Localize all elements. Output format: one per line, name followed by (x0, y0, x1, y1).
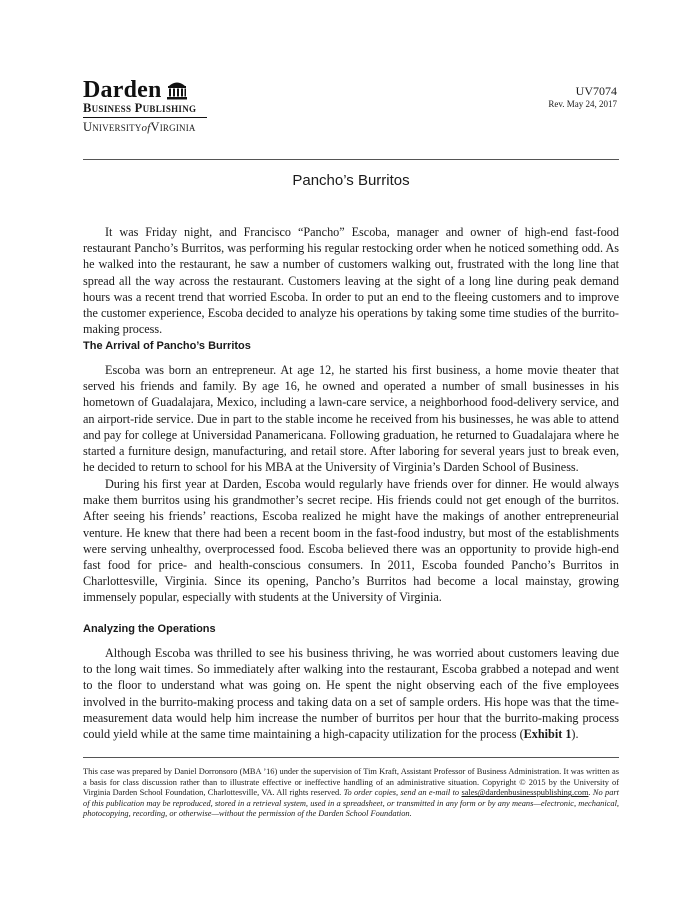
arrival-paragraph-1: Escoba was born an entrepreneur. At age 12, he started his first business, a home movie theater that served his friends and family. By age 16, he owned and operated a number of small businesses in his hometown of Guadalajara, Mexico, including a lawn-care service, a neighborhood food-delivery service, and an airport-ride service. Due in part to the stable income he received from his businesses, he was able to attend and pay for college at Universidad Panamericana. Following graduation, he returned to Guadalajara where he started a furniture design, manufacturing, and retail store. After laboring for several years just to break even, he decided to return to school for his MBA at the University of Virginia’s Darden School of Business. (83, 363, 619, 475)
darden-logo (83, 78, 218, 136)
header-divider (83, 159, 619, 160)
logo-university-of: of (141, 122, 151, 134)
arrival-paragraph-2: During his first year at Darden, Escoba would regularly have friends over for dinner. He would always make them burritos using his grandmother’s secret recipe. His friends could not get enough of the burritos. After seeing his friends’ reactions, Escoba realized he might have the makings of another entrepreneurial venture. He knew that there had been a recent boom in the fast-food industry, but most of the establishments were serving unhealthy, overprocessed food. Escoba believed there was an opportunity to provide high-end fast food for price- and health-conscious consumers. In 2011, Escoba founded Pancho’s Burritos in Charlottesville, Virginia. Since its opening, Pancho’s Burritos had become a local mainstay, growing immensely popular, especially with students at the University of Virginia. (83, 477, 619, 605)
sales-email-link[interactable]: sales@dardenbusinesspublishing.com (461, 788, 589, 798)
footnote-divider (83, 757, 619, 758)
intro-paragraph: It was Friday night, and Francisco “Pancho” Escoba, manager and owner of high-end fast-food restaurant Pancho’s Burritos, was performing his regular restocking order when he noticed something odd. As he walked into the restaurant, he saw a number of customers walking out, frustrated with the long line that spread all the way across the restaurant. Customers leaving at the sight of a long line during peak demand hours was a recent trend that worried Escoba. In order to put an end to the fleeing customers and to improve the customer experience, Escoba decided to analyze his operations by taking some time studies of the burrito-making process. (83, 225, 619, 337)
operations-text: Although Escoba was thrilled to see his business thriving, he was worried about customers leaving due to the long wait times. So immediately after walking into the restaurant, Escoba grabbed a notepad and went to the floor to understand what was going on. He spent the night observing each of the five employees involved in the burrito-making process and taking data on a set of sample orders. His hope was that the time-measurement data would help him increase the number of burritos per hour that the burrito-making process could yield while at the same time maintaining a high-capacity utilization for the process ( (83, 646, 619, 742)
revision-date: Rev. May 24, 2017 (548, 99, 617, 109)
operations-text-end: ). (571, 727, 579, 742)
logo-university (83, 119, 218, 136)
footnote-order-note: To order copies, send an e-mail to (343, 788, 460, 798)
section-heading-operations: Analyzing the Operations (83, 623, 216, 635)
case-number-block (548, 84, 617, 110)
logo-top-row (83, 77, 218, 103)
logo-university-virginia: Virginia (150, 120, 196, 134)
case-number: UV7074 (575, 84, 617, 98)
logo-business-publishing: Business Publishing (83, 101, 207, 118)
operations-paragraph (83, 645, 619, 742)
exhibit-reference: Exhibit 1 (523, 727, 572, 742)
section-heading-arrival: The Arrival of Pancho’s Burritos (83, 340, 251, 352)
document-title: Pancho’s Burritos (292, 172, 410, 189)
logo-university-word: University (83, 120, 142, 134)
rotunda-icon (165, 78, 189, 100)
logo-darden-text: Darden (83, 77, 162, 103)
footnote-main: This case was prepared by Daniel Dorronsoro (MBA ’16) under the supervision of Tim Kraft, Assistant Professor of Business Administration. It was written as a basis for class discussion rather than to illustrate effective or ineffective handling of an administrative situation. Copyright © 2015 by the University of Virginia Darden School Foundation, Charlottesville, VA. All rights reserved. (83, 767, 619, 798)
footnote-rights-note: . No part of this publication may be reproduced, stored in a retrieval system, used in a spreadsheet, or transmitted in any form or by any means—electronic, mechanical, photocopying, recording, or otherwise—without the permission of the Darden School Foundation. (83, 788, 620, 819)
footnote (83, 767, 619, 820)
